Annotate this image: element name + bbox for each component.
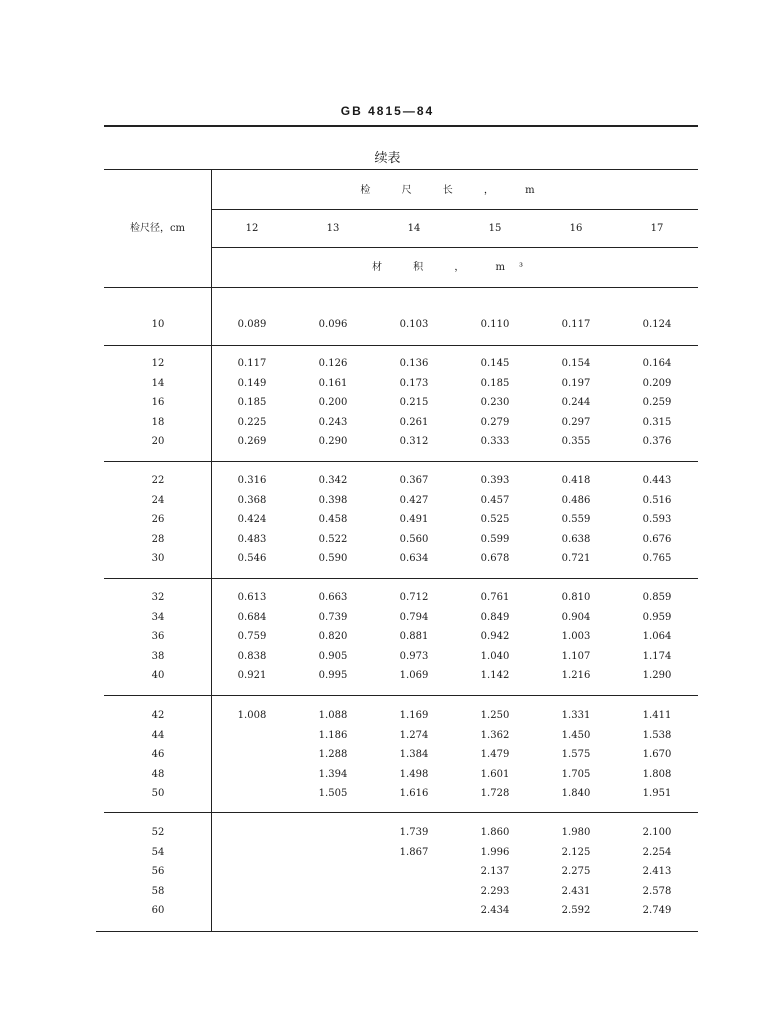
diameter-cell: 34 (151, 611, 165, 623)
volume-cell: 1.250 (480, 710, 510, 721)
volume-cell: 0.491 (399, 514, 429, 525)
volume-cell: 2.137 (480, 866, 510, 877)
volume-cell: 0.269 (237, 436, 267, 447)
volume-cell: 1.174 (642, 650, 672, 662)
column-header: 17 (650, 223, 664, 234)
diameter-cell: 30 (151, 553, 165, 564)
volume-cell: 0.721 (561, 553, 591, 564)
volume-cell: 0.525 (480, 514, 510, 525)
volume-cell: 0.942 (480, 631, 510, 642)
length-header-rule (211, 209, 698, 210)
volume-cell: 0.398 (318, 494, 348, 506)
volume-cell: 2.434 (480, 905, 510, 916)
volume-cell: 0.859 (642, 592, 672, 603)
volume-cell: 1.867 (399, 846, 429, 858)
volume-cell: 0.149 (237, 377, 267, 389)
volume-cell: 0.599 (480, 533, 510, 545)
volume-cell: 0.089 (237, 319, 267, 330)
volume-cell: 2.592 (561, 905, 591, 916)
group-separator (104, 345, 698, 346)
diameter-cell: 22 (151, 475, 165, 486)
volume-cell: 1.142 (480, 670, 510, 681)
volume-cell: 0.905 (318, 650, 348, 662)
volume-cell: 0.333 (480, 436, 510, 447)
volume-cell: 1.996 (480, 846, 510, 858)
volume-cell: 0.995 (318, 670, 348, 681)
volume-cell: 0.315 (642, 416, 672, 428)
volume-cell: 0.259 (642, 397, 672, 408)
volume-cell: 1.064 (642, 631, 672, 642)
volume-cell: 0.712 (399, 592, 429, 603)
volume-cell: 0.173 (399, 377, 429, 389)
length-header: 检 尺 长 ， m (360, 185, 549, 196)
volume-cell: 0.145 (480, 358, 510, 369)
volume-cell: 1.601 (480, 768, 510, 780)
volume-cell: 0.522 (318, 533, 348, 545)
diameter-cell: 10 (151, 319, 165, 330)
diameter-cell: 20 (151, 436, 165, 447)
volume-cell: 2.125 (561, 846, 591, 858)
volume-cell: 1.728 (480, 788, 510, 799)
volume-cell: 1.362 (480, 729, 510, 741)
column-divider (211, 169, 212, 931)
volume-cell: 0.849 (480, 611, 510, 623)
volume-cell: 0.678 (480, 553, 510, 564)
volume-cell: 1.288 (318, 749, 348, 760)
volume-cell: 1.107 (561, 650, 591, 662)
volume-cell: 0.355 (561, 436, 591, 447)
volume-cell: 0.261 (399, 416, 429, 428)
volume-cell: 0.443 (642, 475, 672, 486)
volume-cell: 0.164 (642, 358, 672, 369)
volume-cell: 1.980 (561, 827, 591, 838)
volume-cell: 1.670 (642, 749, 672, 760)
volume-cell: 0.117 (561, 319, 591, 330)
diameter-cell: 48 (151, 768, 165, 780)
volume-cell: 1.575 (561, 749, 591, 760)
diameter-cell: 18 (151, 416, 165, 428)
volume-cell: 0.110 (480, 319, 510, 330)
volume-cell: 0.376 (642, 436, 672, 447)
volume-cell: 0.136 (399, 358, 429, 369)
volume-cell: 0.427 (399, 494, 429, 506)
volume-cell: 2.413 (642, 866, 672, 877)
volume-cell: 1.705 (561, 768, 591, 780)
volume-cell: 1.411 (642, 710, 672, 721)
volume-cell: 0.838 (237, 650, 267, 662)
diameter-cell: 58 (151, 885, 165, 897)
volume-cell: 2.749 (642, 905, 672, 916)
diameter-cell: 44 (151, 729, 165, 741)
volume-cell: 0.154 (561, 358, 591, 369)
column-header: 16 (569, 223, 583, 234)
volume-cell: 2.431 (561, 885, 591, 897)
volume-cell: 2.254 (642, 846, 672, 858)
diameter-cell: 28 (151, 533, 165, 545)
volume-cell: 1.860 (480, 827, 510, 838)
volume-cell: 1.290 (642, 670, 672, 681)
diameter-cell: 26 (151, 514, 165, 525)
table-caption: 续表 (374, 151, 401, 166)
diameter-column-header: 检尺径，cm (129, 223, 186, 234)
volume-cell: 0.765 (642, 553, 672, 564)
group-separator (104, 578, 698, 579)
volume-cell: 0.230 (480, 397, 510, 408)
diameter-cell: 40 (151, 670, 165, 681)
diameter-cell: 52 (151, 827, 165, 838)
volume-cell: 1.216 (561, 670, 591, 681)
volume-cell: 0.810 (561, 592, 591, 603)
volume-cell: 0.225 (237, 416, 267, 428)
volume-cell: 0.676 (642, 533, 672, 545)
volume-cell: 0.483 (237, 533, 267, 545)
diameter-cell: 56 (151, 866, 165, 877)
volume-cell: 1.331 (561, 710, 591, 721)
volume-cell: 0.959 (642, 611, 672, 623)
volume-cell: 0.516 (642, 494, 672, 506)
column-header: 14 (407, 223, 421, 234)
volume-cell: 1.498 (399, 768, 429, 780)
diameter-cell: 42 (151, 710, 165, 721)
volume-cell: 0.312 (399, 436, 429, 447)
volume-cell: 2.293 (480, 885, 510, 897)
volume-cell: 0.161 (318, 377, 348, 389)
group-separator (104, 461, 698, 462)
volume-cell: 1.384 (399, 749, 429, 760)
volume-cell: 0.739 (318, 611, 348, 623)
group-separator (104, 812, 698, 813)
volume-cell: 2.100 (642, 827, 672, 838)
volume-cell: 2.275 (561, 866, 591, 877)
volume-cell: 0.486 (561, 494, 591, 506)
volume-cell: 1.274 (399, 729, 429, 741)
diameter-cell: 14 (151, 377, 165, 389)
diameter-cell: 46 (151, 749, 165, 760)
volume-cell: 0.367 (399, 475, 429, 486)
volume-cell: 1.040 (480, 650, 510, 662)
volume-cell: 1.479 (480, 749, 510, 760)
volume-cell: 1.616 (399, 788, 429, 799)
table-bottom-rule (96, 931, 698, 932)
volume-cell: 2.578 (642, 885, 672, 897)
volume-cell: 0.590 (318, 553, 348, 564)
volume-cell: 1.088 (318, 710, 348, 721)
volume-cell: 0.904 (561, 611, 591, 623)
volume-cell: 0.316 (237, 475, 267, 486)
volume-cell: 0.794 (399, 611, 429, 623)
volume-cell: 0.759 (237, 631, 267, 642)
volume-cell: 0.126 (318, 358, 348, 369)
volume-cell: 0.921 (237, 670, 267, 681)
volume-cell: 0.342 (318, 475, 348, 486)
volume-cell: 0.458 (318, 514, 348, 525)
group-separator (104, 695, 698, 696)
column-header: 15 (488, 223, 502, 234)
column-header: 13 (326, 223, 340, 234)
volume-header: 材 积 ， m³ (371, 262, 538, 273)
volume-cell: 0.209 (642, 377, 672, 389)
volume-cell: 0.200 (318, 397, 348, 408)
table-top-rule (104, 169, 698, 170)
volume-cell: 0.613 (237, 592, 267, 603)
column-header: 12 (245, 223, 259, 234)
diameter-cell: 16 (151, 397, 165, 408)
volume-cell: 0.290 (318, 436, 348, 447)
volume-cell: 1.450 (561, 729, 591, 741)
volume-cell: 0.297 (561, 416, 591, 428)
volume-cell: 1.951 (642, 788, 672, 799)
volume-cell: 0.424 (237, 514, 267, 525)
volume-cell: 1.069 (399, 670, 429, 681)
volume-cell: 1.003 (561, 631, 591, 642)
volume-cell: 0.560 (399, 533, 429, 545)
volume-cell: 0.096 (318, 319, 348, 330)
volume-cell: 0.124 (642, 319, 672, 330)
volume-cell: 0.243 (318, 416, 348, 428)
volume-cell: 0.117 (237, 358, 267, 369)
diameter-cell: 50 (151, 788, 165, 799)
diameter-cell: 60 (151, 905, 165, 916)
volume-cell: 0.393 (480, 475, 510, 486)
volume-cell: 0.215 (399, 397, 429, 408)
volume-cell: 1.840 (561, 788, 591, 799)
volume-cell: 1.186 (318, 729, 348, 741)
volume-cell: 0.634 (399, 553, 429, 564)
diameter-cell: 32 (151, 592, 165, 603)
volume-cell: 0.197 (561, 377, 591, 389)
volume-cell: 0.593 (642, 514, 672, 525)
volume-cell: 0.368 (237, 494, 267, 506)
volume-cell: 0.546 (237, 553, 267, 564)
header-bottom-rule (104, 287, 698, 288)
volume-cell: 0.820 (318, 631, 348, 642)
volume-cell: 0.663 (318, 592, 348, 603)
standard-code-header: GB 4815—84 (340, 104, 435, 118)
volume-cell: 0.638 (561, 533, 591, 545)
volume-cell: 1.808 (642, 768, 672, 780)
volume-cell: 1.505 (318, 788, 348, 799)
volume-cell: 0.457 (480, 494, 510, 506)
volume-cell: 1.169 (399, 710, 429, 721)
volume-cell: 0.103 (399, 319, 429, 330)
volume-cell: 1.394 (318, 768, 348, 780)
volume-cell: 0.973 (399, 650, 429, 662)
volume-cell: 0.244 (561, 397, 591, 408)
diameter-cell: 38 (151, 650, 165, 662)
volume-cell: 0.279 (480, 416, 510, 428)
volume-cell: 1.008 (237, 710, 267, 721)
diameter-cell: 24 (151, 494, 165, 506)
volume-cell: 0.418 (561, 475, 591, 486)
volume-cell: 0.185 (237, 397, 267, 408)
header-rule (104, 125, 698, 127)
volume-cell: 0.761 (480, 592, 510, 603)
columns-rule (211, 247, 698, 248)
volume-cell: 0.559 (561, 514, 591, 525)
volume-cell: 0.684 (237, 611, 267, 623)
volume-cell: 0.185 (480, 377, 510, 389)
volume-cell: 1.739 (399, 827, 429, 838)
diameter-cell: 36 (151, 631, 165, 642)
diameter-cell: 54 (151, 846, 165, 858)
volume-cell: 0.881 (399, 631, 429, 642)
diameter-cell: 12 (151, 358, 165, 369)
volume-cell: 1.538 (642, 729, 672, 741)
